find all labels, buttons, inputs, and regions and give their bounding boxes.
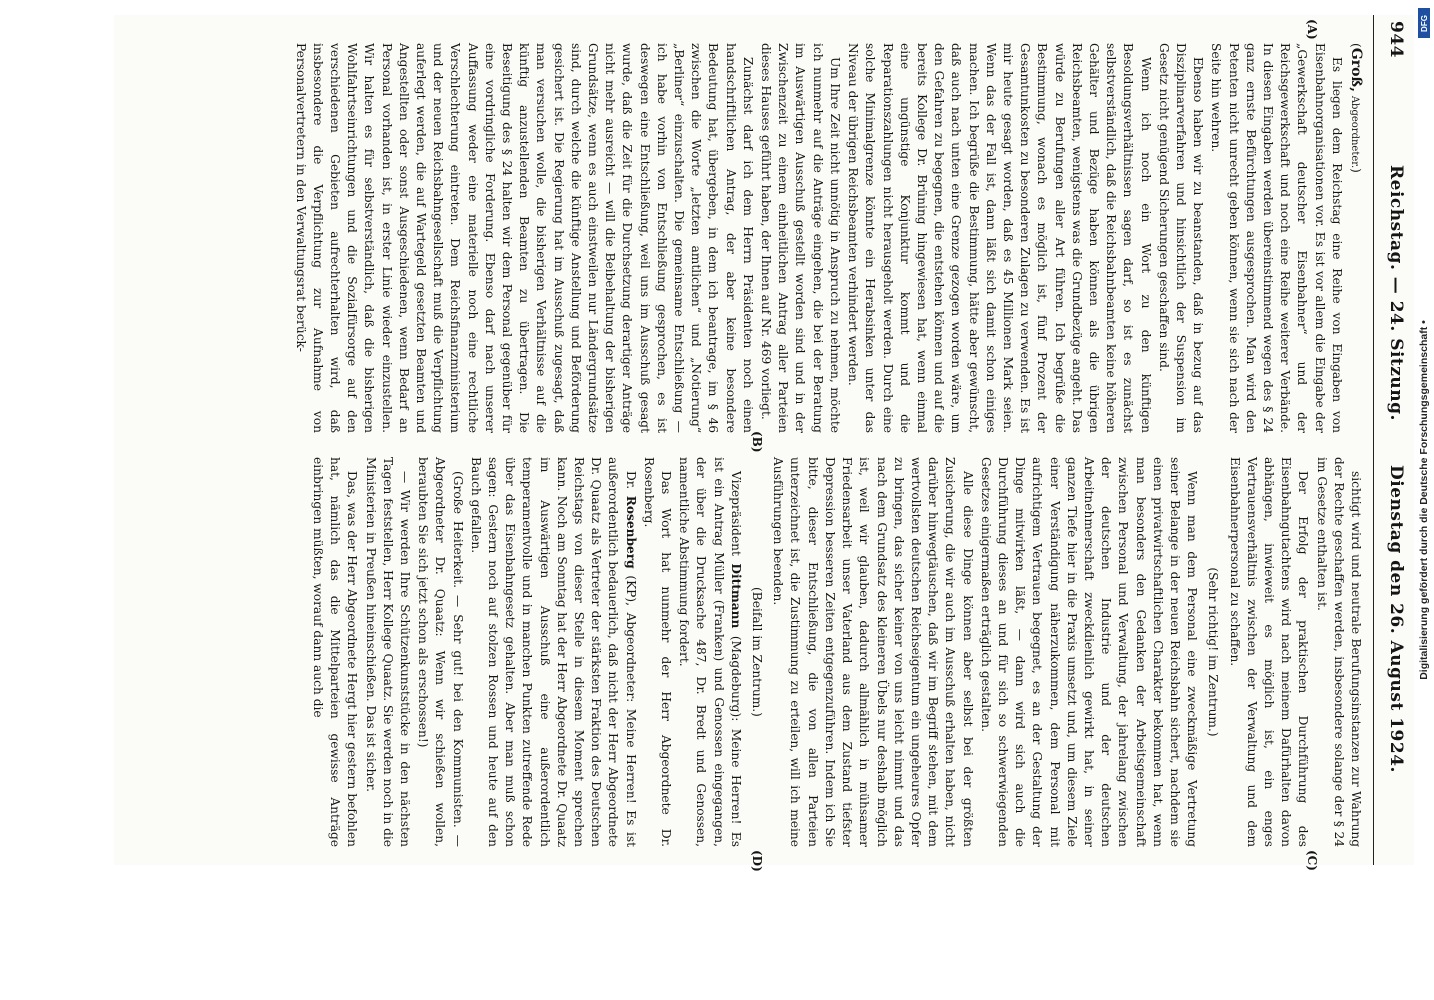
page-number: 944 xyxy=(1386,21,1406,58)
margin-mark-a: (A) xyxy=(1305,19,1319,40)
session-title: Reichstag. — 24. Sitzung. xyxy=(1386,165,1406,421)
interjection: (Beifall im Zentrum.) xyxy=(750,587,765,717)
paragraph: Das, was der Herr Abgeordnete Hergt hier gestern befohlen hat, nämlich das die Mittelparteien gewisse Anträge einbringen müßten, worauf dann auch die xyxy=(311,457,360,847)
rosenberg-speech xyxy=(467,457,639,847)
left-column xyxy=(290,43,1364,433)
vice-president-statement xyxy=(675,457,744,847)
right-column xyxy=(308,457,1364,847)
interjection: (Sehr richtig! im Zentrum.) xyxy=(1206,567,1221,737)
margin-mark-b: (B) xyxy=(750,431,764,453)
paragraph: sichtigt wird und neutrale Berufungsinstanzen zur Wahrung der Rechte geschaffen werden, insbesondere solange der § 24 im Gesetze enthalten ist. xyxy=(1314,457,1363,847)
paragraph: Ebenso haben wir zu beanstanden, daß in bezug auf das Disziplinarverfahren und hinsichtlich der Suspension im Gesetz nicht genügend Sicherungen geschaffen sind. xyxy=(1156,43,1206,433)
paragraph: Der Erfolg der praktischen Durchführung des Eisenbahngutachtens wird nach meinem Dafürhalten davon abhängen, inwieweit es möglich ist, ein enges Vertrauensverhältnis zwischen der Verwaltung und dem Eisenbahnerpersonal zu schaffen. xyxy=(1227,457,1311,847)
speaker-line: (Groß, Abgeordneter.) xyxy=(1348,43,1364,173)
paragraph: Alle diese Dinge können aber selbst bei der größten Zusicherung, die wir auch im Ausschuß erhalten haben, nicht darüber hinwegtäuschen, daß wir im Begriff stehen, mit dem wertvollsten deutschen Reichseigentum ein ungeheures Opfer zu bringen, das sicher keiner von uns leicht nimmt und das nach dem Grundsatz des kleineren Übels nur deshalb möglich ist, weil wir glauben, dadurch allmählich in mühsamer Friedensarbeit unser Vaterland aus dem Zustand tiefster Depression besseren Zeiten entgegenzuführen. Indem ich Sie bitte, dieser Entschließung, die von allen Parteien unterzeichnet ist, die Zustimmung zu erteilen, will ich meine Ausführungen beenden. xyxy=(771,457,975,847)
vice-president-text: (Magdeburg): Meine Herren! Es ist ein Antrag Müller (Franken) und Genossen eingegangen, der über die Drucksache 487, Dr. Bredt und Genossen, namentliche Abstimmung fordert. xyxy=(677,457,743,848)
digitization-credit xyxy=(1406,5,1434,995)
dfg-logo-text: DFG xyxy=(1419,14,1429,32)
paragraph: Zunächst darf ich dem Herrn Präsidenten noch einen handschriftlichen Antrag, der aber keine besondere Bedeutung hat, übergeben, in dem ich beantrage, im § 46 zwischen die Worte „letzten amtlichen“ und „Notierung“ „Berliner“ einzuschalten. Die gemeinsame Entschließung — ich habe vorhin von Entschließung gesprochen, es ist deswegen eine Entschließung, weil uns im Ausschuß gesagt wurde, daß die Zeit für die Durchsetzung derartiger Anträge nicht mehr ausreicht — will die Beibehaltung der bisherigen Grundsätze, wenn es auch einstweilen nur Ländergrundsätze sind, durch welche die künftige Anstellung und Beförderung gesichert ist. Die Regierung hat im Ausschuß zugesagt, daß man versuchen wolle, die bisherigen Verhältnisse auf die künftig anzustellenden Beamten zu übertragen. Die Beseitigung des § 24 halten wir dem Personal gegenüber für eine vordringliche Forderung. Ebenso darf nach unserer Auffassung weder eine materielle noch eine rechtliche Verschlechterung eintreten. Dem Reichsfinanzministerium und der neuen Reichsbahngesellschaft muß die Verpflichtung auferlegt werden, die auf Wartegeld gesetzten Beamten und Angestellten oder sonst Ausgeschiedenen, wenn Bedarf an Personal vorhanden ist, in erster Linie wieder einzustellen. Wir halten es für selbstverständlich, daß die bisherigen Wohlfahrtseinrichtungen und die Sozialfürsorge auf den verschiedenen Gebieten aufrechterhalten wird, daß insbesondere die Verpflichtung zur Aufnahme von Personalvertretern in den Verwaltungsrat berück- xyxy=(293,43,755,433)
rosenberg-name: Rosenberg xyxy=(623,495,638,569)
rosenberg-prefix: Dr. xyxy=(623,471,638,490)
credit-text: Digitalisierung gefördert durch die Deutsche Forschungsgemeinschaft • xyxy=(1418,320,1431,680)
paragraph: — Wir werden Ihre Schützenkunststücke in den nächsten Tagen feststellen, Herr Kollege Quaatz. Sie werden noch in die Ministerien in Preußen hineinschießen. Das ist sicher. xyxy=(363,457,413,847)
paragraph: Um Ihre Zeit nicht unnötig in Anspruch zu nehmen, möchte ich nunmehr auf die Anträge eingehen, die bei der Beratung im Auswärtigen Ausschuß gestellt worden sind und in der Zwischenzeit zu einem einheitlichen Antrag aller Parteien dieses Hauses geführt haben, der Ihnen auf Nr. 469 vorliegt. xyxy=(759,43,842,433)
session-date: Dienstag den 26. August 1924. xyxy=(1386,465,1406,773)
paragraph: Es liegen dem Reichstag eine Reihe von Eingaben von Eisenbahnorganisationen vor. Es ist vor allem die Eingabe der „Gewerkschaft deutscher Eisenbahner“ und der Reichsgewerkschaft und noch eine Reihe weiterer Verbände. In diesen Eingaben werden übereinstimmend wegen des § 24 ganz ernste Befürchtungen ausgesprochen. Man wird den Petenten nicht unrecht geben können, wenn sie sich nach der Seite hin wehren. xyxy=(1209,43,1344,433)
margin-mark-d: (D) xyxy=(750,850,764,872)
margin-mark-c: (C) xyxy=(1305,850,1319,871)
scanned-page xyxy=(114,15,1414,872)
speaker-role: Abgeordneter. xyxy=(1349,95,1360,169)
interjection: (Große Heiterkeit. — Sehr gut! bei den Kommunisten. — Abgeordneter Dr. Quaatz: Wenn wir schießen wollen, beraubten Sie sich jetzt schon als erschossen!) xyxy=(416,457,465,847)
paragraph: Das Wort hat nunmehr der Herr Abgeordnete Dr. Rosenberg. xyxy=(641,457,674,847)
paragraph: Wenn man dem Personal eine zweckmäßige Vertretung seiner Belange in der neuen Reichsbahn sichert, nachdem sie einen privatwirtschaftlichen Charakter bekommen hat, wenn man besonders den Gedanken der Arbeitsgemeinschaft zwischen Personal und Verwaltung, der jahrelang zwischen der deutschen Industrie und der deutschen Arbeitnehmerschaft zweckdienlich gewirkt hat, in seiner ganzen Tiefe hier in die Praxis umsetzt und, um diesem Ziele einer Verständigung näherzukommen, dem Personal mit aufrichtigem Vertrauen begegnet, es an der Gestaltung der Dinge mitwirken läßt, — dann wird sich auch die Durchführung dieses an und für sich so schwerwiegenden Gesetzes einigermaßen erträglich gestalten. xyxy=(978,457,1200,847)
vice-president-name: Dittmann xyxy=(728,563,743,629)
rosenberg-text: (KP), Abgeordneter: Meine Herren! Es ist außerordentlich bedauerlich, daß nicht der Herr Abgeordnete Dr. Quaatz als Vertreter der stärksten Fraktion des Deutschen Reichstags von dieser Stelle in diesem Moment sprechen kann. Noch am Sonntag hat der Herr Abgeordnete Dr. Quaatz im Auswärtigen Ausschuß eine außerordentlich temperamentvolle und in manchen Punkten zutreffende Rede über das Eisenbahngesetz gehalten. Aber man muß schon sagen: Gestern noch auf stolzen Rossen und heute auf den Bauch gefallen. xyxy=(468,457,638,848)
paragraph: Wenn ich noch ein Wort zu den künftigen Besoldungsverhältnissen sagen darf, so ist es zunächst selbstverständlich, daß die Reichsbahnbeamten keine höheren Gehälter und Bezüge haben können als die übrigen Reichsbeamten, wenigstens was die Grundbezüge angeht. Das würde zu Berufungen aller Art führen. Ich begrüße die Bestimmung, wonach es möglich ist, fünf Prozent der Gesamtunkosten zu besonderen Zulagen zu verwenden. Es ist mir heute gesagt worden, daß es 45 Millionen Mark seien. Wenn das der Fall ist, dann läßt sich damit schon einiges machen. Ich begrüße die Bestimmung, hätte aber gewünscht, daß auch nach unten eine Grenze gezogen worden wäre, um den Gefahren zu begegnen, die entstehen können und auf die bereits Kollege Dr. Brüning hingewiesen hat, wenn einmal eine ungünstige Konjunktur kommt und die Reparationszahlungen nicht herausgeholt werden. Durch eine solche Minimalgrenze könnte ein Herabsinken unter das Niveau der übrigen Reichsbeamten verhindert werden. xyxy=(846,43,1153,433)
speaker-name: Groß, xyxy=(1348,47,1364,92)
vice-president-title: Vizepräsident xyxy=(728,471,743,556)
